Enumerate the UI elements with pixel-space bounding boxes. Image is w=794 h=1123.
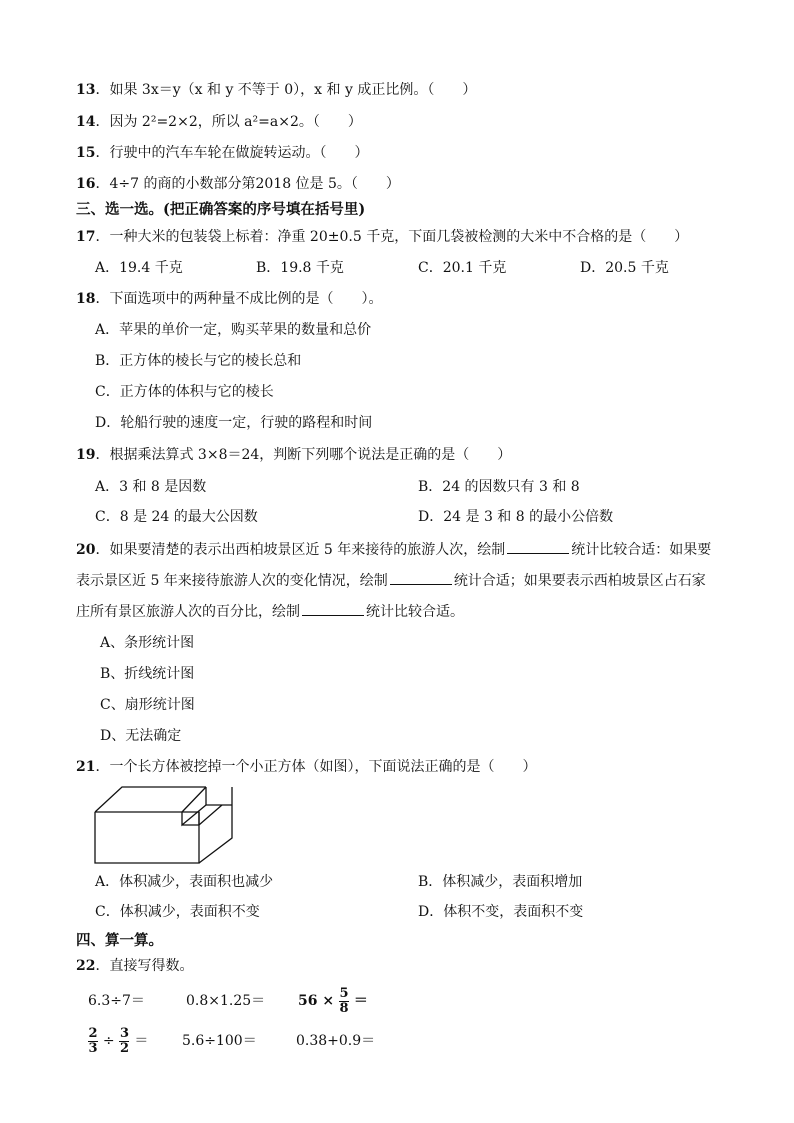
question-text: ．行驶中的汽车车轮在做旋转运动。（ ） xyxy=(95,145,369,161)
question-text: ．因为 2²=2×2，所以 a²=a×2。（ ） xyxy=(95,114,362,130)
question-text: ．下面选项中的两种量不成比例的是（ ）。 xyxy=(95,291,383,307)
question-number: 17 xyxy=(76,229,96,245)
denominator: 2 xyxy=(119,1040,129,1056)
expression-2: 0.8×1.25＝ xyxy=(186,993,266,1009)
expression-5: 5.6÷100＝ xyxy=(182,1033,257,1049)
option-d: D．20.5 千克 xyxy=(580,260,669,276)
section-heading-4: 四、算一算。 xyxy=(76,932,163,949)
option-a: A．19.4 千克 xyxy=(95,260,183,276)
question-text: ．直接写得数。 xyxy=(95,958,194,974)
option-c: C．20.1 千克 xyxy=(418,260,507,276)
option-b: B．体积减少，表面积增加 xyxy=(418,874,583,890)
question-18 xyxy=(76,289,382,309)
option-b: B．24 的因数只有 3 和 8 xyxy=(418,479,580,495)
question-22 xyxy=(76,956,193,976)
option-d: D．轮船行驶的速度一定，行驶的路程和时间 xyxy=(95,415,373,431)
question-20-line-2 xyxy=(76,570,706,591)
option-a: A．体积减少，表面积也减少 xyxy=(95,874,274,890)
numerator: 2 xyxy=(88,1025,98,1041)
question-number: 15 xyxy=(76,145,96,161)
question-text: 统计合适；如果要表示西柏坡景区占石家 xyxy=(453,573,706,589)
question-21 xyxy=(76,757,536,777)
cuboid-right-edge xyxy=(199,787,232,863)
question-text: ．如果要清楚的表示出西柏坡景区近 5 年来接待的旅游人次，绘制 xyxy=(95,542,506,558)
option-c: C、扇形统计图 xyxy=(100,697,195,713)
numerator: 5 xyxy=(339,985,349,1001)
fraction xyxy=(88,1027,98,1056)
question-16 xyxy=(76,174,400,194)
option-d: D．体积不变，表面积不变 xyxy=(418,904,584,920)
option-d: D．24 是 3 和 8 的最小公倍数 xyxy=(418,509,614,525)
option-a: A．苹果的单价一定，购买苹果的数量和总价 xyxy=(95,322,372,338)
option-c: C．体积减少，表面积不变 xyxy=(95,904,260,920)
expression-part: 56 × xyxy=(298,993,335,1009)
option-d: D、无法确定 xyxy=(100,728,182,744)
question-14 xyxy=(76,112,362,132)
question-17 xyxy=(76,227,688,247)
operator: ÷ xyxy=(102,1033,115,1049)
question-text: ．根据乘法算式 3×8＝24，判断下列哪个说法是正确的是（ ） xyxy=(95,447,512,463)
question-number: 14 xyxy=(76,114,96,130)
option-b: B、折线统计图 xyxy=(100,666,195,682)
expression-6: 0.38+0.9＝ xyxy=(296,1033,376,1049)
fraction xyxy=(119,1027,129,1056)
cuboid-front-face xyxy=(95,812,199,863)
cuboid-top-edge xyxy=(95,787,206,812)
expression-part: ＝ xyxy=(353,993,368,1009)
question-number: 20 xyxy=(76,542,96,558)
option-c: C．正方体的体积与它的棱长 xyxy=(95,384,274,400)
section-heading-3: 三、选一选。(把正确答案的序号填在括号里) xyxy=(76,201,366,218)
expression-3 xyxy=(298,984,368,1018)
question-number: 13 xyxy=(76,82,96,98)
numerator: 3 xyxy=(119,1025,129,1041)
answer-blank[interactable] xyxy=(507,539,569,554)
option-c: C．8 是 24 的最大公因数 xyxy=(95,509,258,525)
fraction xyxy=(339,987,349,1016)
question-number: 16 xyxy=(76,176,96,192)
question-number: 21 xyxy=(76,759,96,775)
denominator: 8 xyxy=(339,1000,349,1016)
cuboid-figure xyxy=(92,784,238,866)
question-15 xyxy=(76,143,368,163)
option-b: B．19.8 千克 xyxy=(256,260,344,276)
question-20-line-1 xyxy=(76,539,711,560)
expression-4 xyxy=(88,1024,148,1058)
question-text: 表示景区近 5 年来接待旅游人次的变化情况，绘制 xyxy=(76,573,388,589)
option-b: B．正方体的棱长与它的棱长总和 xyxy=(95,353,302,369)
expression-1: 6.3÷7＝ xyxy=(88,993,145,1009)
question-text: ．如果 3x＝y（x 和 y 不等于 0），x 和 y 成正比例。（ ） xyxy=(95,82,477,98)
question-text: ．一个长方体被挖掉一个小正方体（如图），下面说法正确的是（ ） xyxy=(95,759,537,775)
option-a: A．3 和 8 是因数 xyxy=(95,479,207,495)
option-a: A、条形统计图 xyxy=(100,635,195,651)
question-text: 统计比较合适。 xyxy=(366,604,464,620)
question-text: ．一种大米的包装袋上标着：净重 20±0.5 千克，下面几袋被检测的大米中不合格的是（ ） xyxy=(95,229,689,245)
question-20-line-3 xyxy=(76,601,464,622)
expression-part: ＝ xyxy=(134,1033,149,1049)
question-19 xyxy=(76,445,511,465)
question-text: 统计比较合适：如果要 xyxy=(571,542,712,558)
answer-blank[interactable] xyxy=(302,601,364,616)
answer-blank[interactable] xyxy=(390,570,452,585)
question-13 xyxy=(76,80,476,100)
question-text: ．4÷7 的商的小数部分第2018 位是 5。（ ） xyxy=(95,176,400,192)
question-text: 庄所有景区旅游人次的百分比，绘制 xyxy=(76,604,300,620)
denominator: 3 xyxy=(88,1040,98,1056)
question-number: 18 xyxy=(76,291,96,307)
question-number: 22 xyxy=(76,958,96,974)
notch-top xyxy=(206,787,232,805)
question-number: 19 xyxy=(76,447,96,463)
